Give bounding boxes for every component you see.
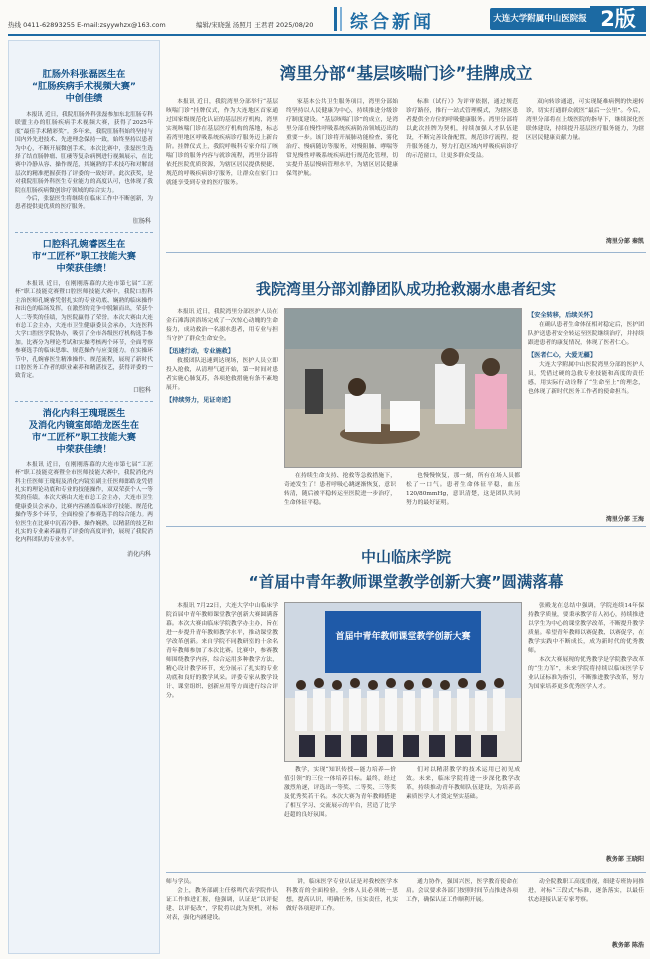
sidebar-article1-title: 肛肠外科张磊医生在 “肛肠疾病手术视频大赛” 中创佳绩 (32, 69, 136, 104)
sidebar-divider (15, 401, 153, 402)
article3-col1: 本报讯 7月22日，大连大学中山临床学院首届中青年教师课堂教学创新大赛圆满落幕。本次大赛由临床学院教学办主办，旨在进一步提升青年教师教学水平，推动课堂教学改革创新。来自学院不同教研室的十余名青年教师参加了本次比赛。比赛中，参赛教师围绕教学内容，综合运用多种教学方法，精心设计教学环节，充分展示了扎实的专业功底和良好的教学风采。评委专家从教学设计、课堂组织、创新应用等方面进行综合评分。 (166, 603, 278, 699)
photo-banner-text: 首届中青年教师课堂教学创新大赛 (335, 632, 471, 642)
section-divider (166, 252, 646, 253)
article2-mid-col2: 也慢慢恢复，那一刻，所有在场人员都松了一口气。患者生命体征平稳，血压120/80mmHg，意识清楚，这是团队共同努力的最好证明。 (406, 473, 520, 506)
newspaper-name: 大连大学附属中山医院报 (490, 8, 590, 30)
article1-col3: 标准（试行）》为评审依据，通过规范诊疗路径，推行一站式管理模式，为辖区患者提供全方位的呼吸健康服务。湾里分部将以此次挂牌为契机，持续加强人才队伍建设，不断完善设备配置，规范诊疗流程，提升服务能力，努力打造区域内呼吸疾病诊疗的示范窗口，让更多群众受益。 (406, 99, 518, 159)
rescue-photo (284, 308, 522, 468)
sidebar-article2-body: 本报讯 近日，在刚刚落幕的大连市第七届“工匠杯”职工技能竞赛暨口腔医师技能大赛中，我院口腔科主治医师孔婉睿凭借扎实的专业功底、娴熟的临床操作和出色的临场发挥，在激烈的竞争中脱颖而出，荣获个人二等奖的佳绩，为医院赢得了荣誉。本次大赛由大连市总工会主办，大连市卫生健康委员会承办，大连医科大学口腔医学院协办，吸引了全市各级医疗机构选手参加。比赛分为理论考试和实操考核两个环节，全面考察参赛选手的临床思维、规范操作与应变能力。在实操环节中，孔婉睿医生精准操作、规范流程，展现了新时代口腔医务工作者的职业素养和精湛技艺，获得评委的一致肯定。 (15, 280, 153, 380)
rescue-scene-image (285, 309, 521, 467)
article1-col4: 双向转诊通道，可实现疑难病例的快速转诊，切实打通群众就医“最后一公里”。今后，湾里分部将在上级医院的指导下，继续深化医联体建设，持续提升基层医疗服务能力，为辖区居民健康贡献力量。 (526, 99, 644, 141)
article3-bottom-lead: 师与学员。 (166, 879, 195, 885)
article3-col3: 们对以精湛教学的技术运用已初见成效。未来，临床学院将进一步深化教学改革，持续推动青年教师队伍建设，为培养高素质医学人才奠定坚实基础。 (406, 767, 520, 800)
article2-headline: 我院湾里分部刘静团队成功抢救溺水患者纪实 (255, 280, 556, 298)
article2-col4 (528, 308, 644, 510)
article2-subheading4: 【医者仁心，大爱无疆】 (528, 352, 597, 359)
article3-signature-a: 教务部 王晓阳 (605, 856, 644, 863)
article3-col4-para1: 张殿龙在总结中强调，学院连续14年保持教学质量，要秉承教学育人初心，持续推进以学生为中心的课堂教学改革，不断提升教学质量。希望青年教师以赛促教、以赛促学，在教学实践中不断成长，成为新时代的优秀教师。 (528, 603, 644, 654)
article3-bottom-col2: 讲，临床医学专业认证是对我校医学本科教育的全面检验，全体人员必须统一思想，提高认识，明确任务，压实责任，扎实做好各项迎评工作。 (286, 879, 398, 912)
article2-intro: 本报讯 近日，我院湾里分部医护人员在金石滩海滨浴场完成了一次惊心动魄的生命接力，成功救治一名溺水患者，用专业与担当守护了群众生命安全。 (166, 309, 278, 342)
section-divider (166, 872, 646, 873)
sidebar-article3-body: 本报讯 近日，在刚刚落幕的大连市第七届“工匠杯”职工技能竞赛暨全市医师技能大赛中，我院消化内科主任医师王瑰琨及消化内镜室副主任医师郎皓龙凭借扎实的理论功底和专业的技能操作，双双荣获个人一等奖的佳绩。本次大赛由大连市总工会主办，大连市卫生健康委员会承办，比赛内容涵盖临床诊疗技能、规范化操作等多个环节，全面检验了参赛选手的综合能力。两位医生在比赛中沉着冷静、操作娴熟，以精湛的技艺和扎实的专业素养赢得了评委的高度评价，展现了我院消化内科团队的专业水平。 (15, 461, 153, 544)
sidebar-article1-signature: 肛肠科 (132, 217, 151, 225)
article1-col1: 本报讯 近日，我院湾里分部举行“基层咳喘门诊”挂牌仪式，作为大连地区首家通过国家级规范化认证的基层医疗机构，湾里实现咳喘门诊在基层医疗机构的落地，标志着湾里地区呼吸系统疾病诊疗服务迈上新台阶。挂牌仪式上，我院呼吸科专家介绍了咳喘门诊的服务内容与就诊流程，湾里分部将依托医院优质资源，为辖区居民提供便捷、规范的呼吸疾病诊疗服务，让群众在家门口就能享受到专业的医疗服务。 (166, 99, 278, 186)
edition-number: 2版 (590, 6, 646, 32)
section-title: 综合新闻 (350, 12, 434, 33)
section-divider (166, 526, 646, 527)
article3-bottom-col4: 动全院教职工高度重视，细建专班协同推进，对标“三段式”标准，逐条落实，以最佳状态迎接认证专家考察。 (528, 879, 644, 903)
article3-bottom-col3: 通力协作，强国兴医，医学教育使命在肩。会议要求各部门按照时间节点推进各项工作，确保认证工作顺利开展。 (406, 879, 518, 903)
article2-para4: 大连大学附属中山医院湾里分部的医护人员，凭借过硬的急救专业技能和高度的责任感，用实际行动诠释了“生命至上”的理念，也体现了新时代医务工作者的使命担当。 (528, 362, 644, 395)
section-mark-icon (332, 6, 346, 32)
award-group-image (285, 603, 521, 761)
sidebar-article2-title: 口腔科孔婉睿医生在 市“工匠杯”职工技能大赛 中荣获佳绩！ (32, 238, 136, 274)
sidebar-article2-signature: 口腔科 (132, 386, 151, 394)
contact-info: 热线 0411-62893255 E-mail:zsyywhzx@163.com (8, 21, 166, 29)
article3-bottom-para1: 会上，教务部副主任蔡鸣代表学院作认证工作推进汇报，他强调，认证是“以评促建、以评促改”，学院将以此为契机，对标对表，强化内涵建设。 (166, 888, 278, 921)
editor-info: 编辑/宋晓强 汤照月 王君君 2025/08/20 (196, 21, 314, 29)
article2-mid-col1: 在持续生命支持、抢救等急救措施下，奇迹发生了！患者呼吸心跳逐渐恢复，意识转清，随后被平稳转运至医院进一步治疗，生命体征平稳。 (284, 473, 396, 506)
article1-col2: 家基本公共卫生服务项目，湾里分部始终坚持以人民健康为中心，持续推进分级诊疗制度建设。“基层咳喘门诊”的成立，是湾里分部在慢性呼吸系统疾病防治领域迈出的重要一步。该门诊将开展肺功能检查、雾化治疗、慢病随访等服务，对慢阻肺、哮喘等常见慢性呼吸系统疾病进行规范化管理，切实提升基层慢病管理水平，为辖区居民健康保驾护航。 (286, 99, 398, 177)
group-photo (284, 602, 522, 762)
sidebar-news-column (8, 40, 160, 954)
page-header (0, 0, 650, 37)
article1-headline: 湾里分部“基层咳喘门诊”挂牌成立 (279, 64, 533, 83)
article2-subheading2: 【持续努力，见证奇迹】 (166, 397, 235, 404)
article3-col4-para2: 本次大赛展现的优秀教学是学院教学改革的“生力军”，未来学院将持续以临床医学专业认证标准为指引，不断推进教学改革，努力为国家培养更多优秀医学人才。 (528, 657, 644, 690)
sidebar-article1-body2: 今后，张磊医生将继续在临床工作中不断创新，为患者提供更优质的医疗服务。 (15, 196, 153, 211)
sidebar-article3-title: 消化内科王瑰琨医生 及消化内镜室郎皓龙医生在 市“工匠杯”职工技能大赛 中荣获佳绩！ (28, 407, 140, 455)
article3-signature-b: 教务部 陈浩 (611, 942, 644, 949)
main-news-area (166, 40, 646, 952)
article3-headline-line2: “首届中青年教师课堂教学创新大赛”圆满落幕 (248, 573, 564, 591)
sidebar-divider (15, 232, 153, 233)
article3-headline-line1: 中山临床学院 (360, 548, 451, 566)
article3-bottom-col1 (166, 878, 278, 950)
article2-para1: 救援团队迅速到达现场，医护人员立即投入抢救，从清理气道开始，第一时间对患者实施心肺复苏，各项抢救措施有条不紊地展开。 (166, 358, 278, 391)
article1-signature: 湾里分部 秦凯 (605, 238, 644, 245)
article2-subheading1: 【迅速行动，专业施救】 (166, 348, 235, 355)
article2-signature: 湾里分部 王海 (605, 516, 644, 523)
article2-col1 (166, 308, 278, 520)
sidebar-article1-body: 本报讯 近日，我院肛肠外科张磊参加东北肛肠专科联盟主办的肛肠疾病手术视频大赛，获得了2025年度“最佳手术精彩奖”。多年来，我院肛肠科始终坚持与国内外先进技术、先进理念保持一致，始终坚持以患者为中心，不断开展微创手术。本次比赛中，张磊医生选择了结直肠肿瘤、肛瘘等复杂病例进行视频展示，在比赛中冷静从容、操作规范，其娴熟的手术技巧和对解剖层次的精准把握获得了评委的一致好评。此次获奖，是对我院肛肠外科医生专业能力的高度认可，也体现了我院在肛肠疾病微创诊疗领域的综合实力。 (15, 112, 153, 194)
article2-subheading3: 【安全转移，后续关怀】 (528, 312, 597, 319)
article3-col2: 教学，实现“知识传授—能力培养—价值引领”的三位一体培养目标。最终，经过激烈角逐，评选出一等奖、二等奖、三等奖及优秀奖若干名。本次大赛为青年教师搭建了相互学习、交流展示的平台，营造了比学赶超的良好氛围。 (284, 767, 396, 818)
sidebar-article3-signature: 消化内科 (126, 550, 151, 558)
header-divider (8, 34, 646, 36)
article3-col4 (528, 602, 644, 848)
article2-para3: 在确认患者生命体征相对稳定后，医护团队护送患者安全转运至医院继续治疗，并持续跟进患者的康复情况，体现了医者仁心。 (528, 322, 644, 346)
